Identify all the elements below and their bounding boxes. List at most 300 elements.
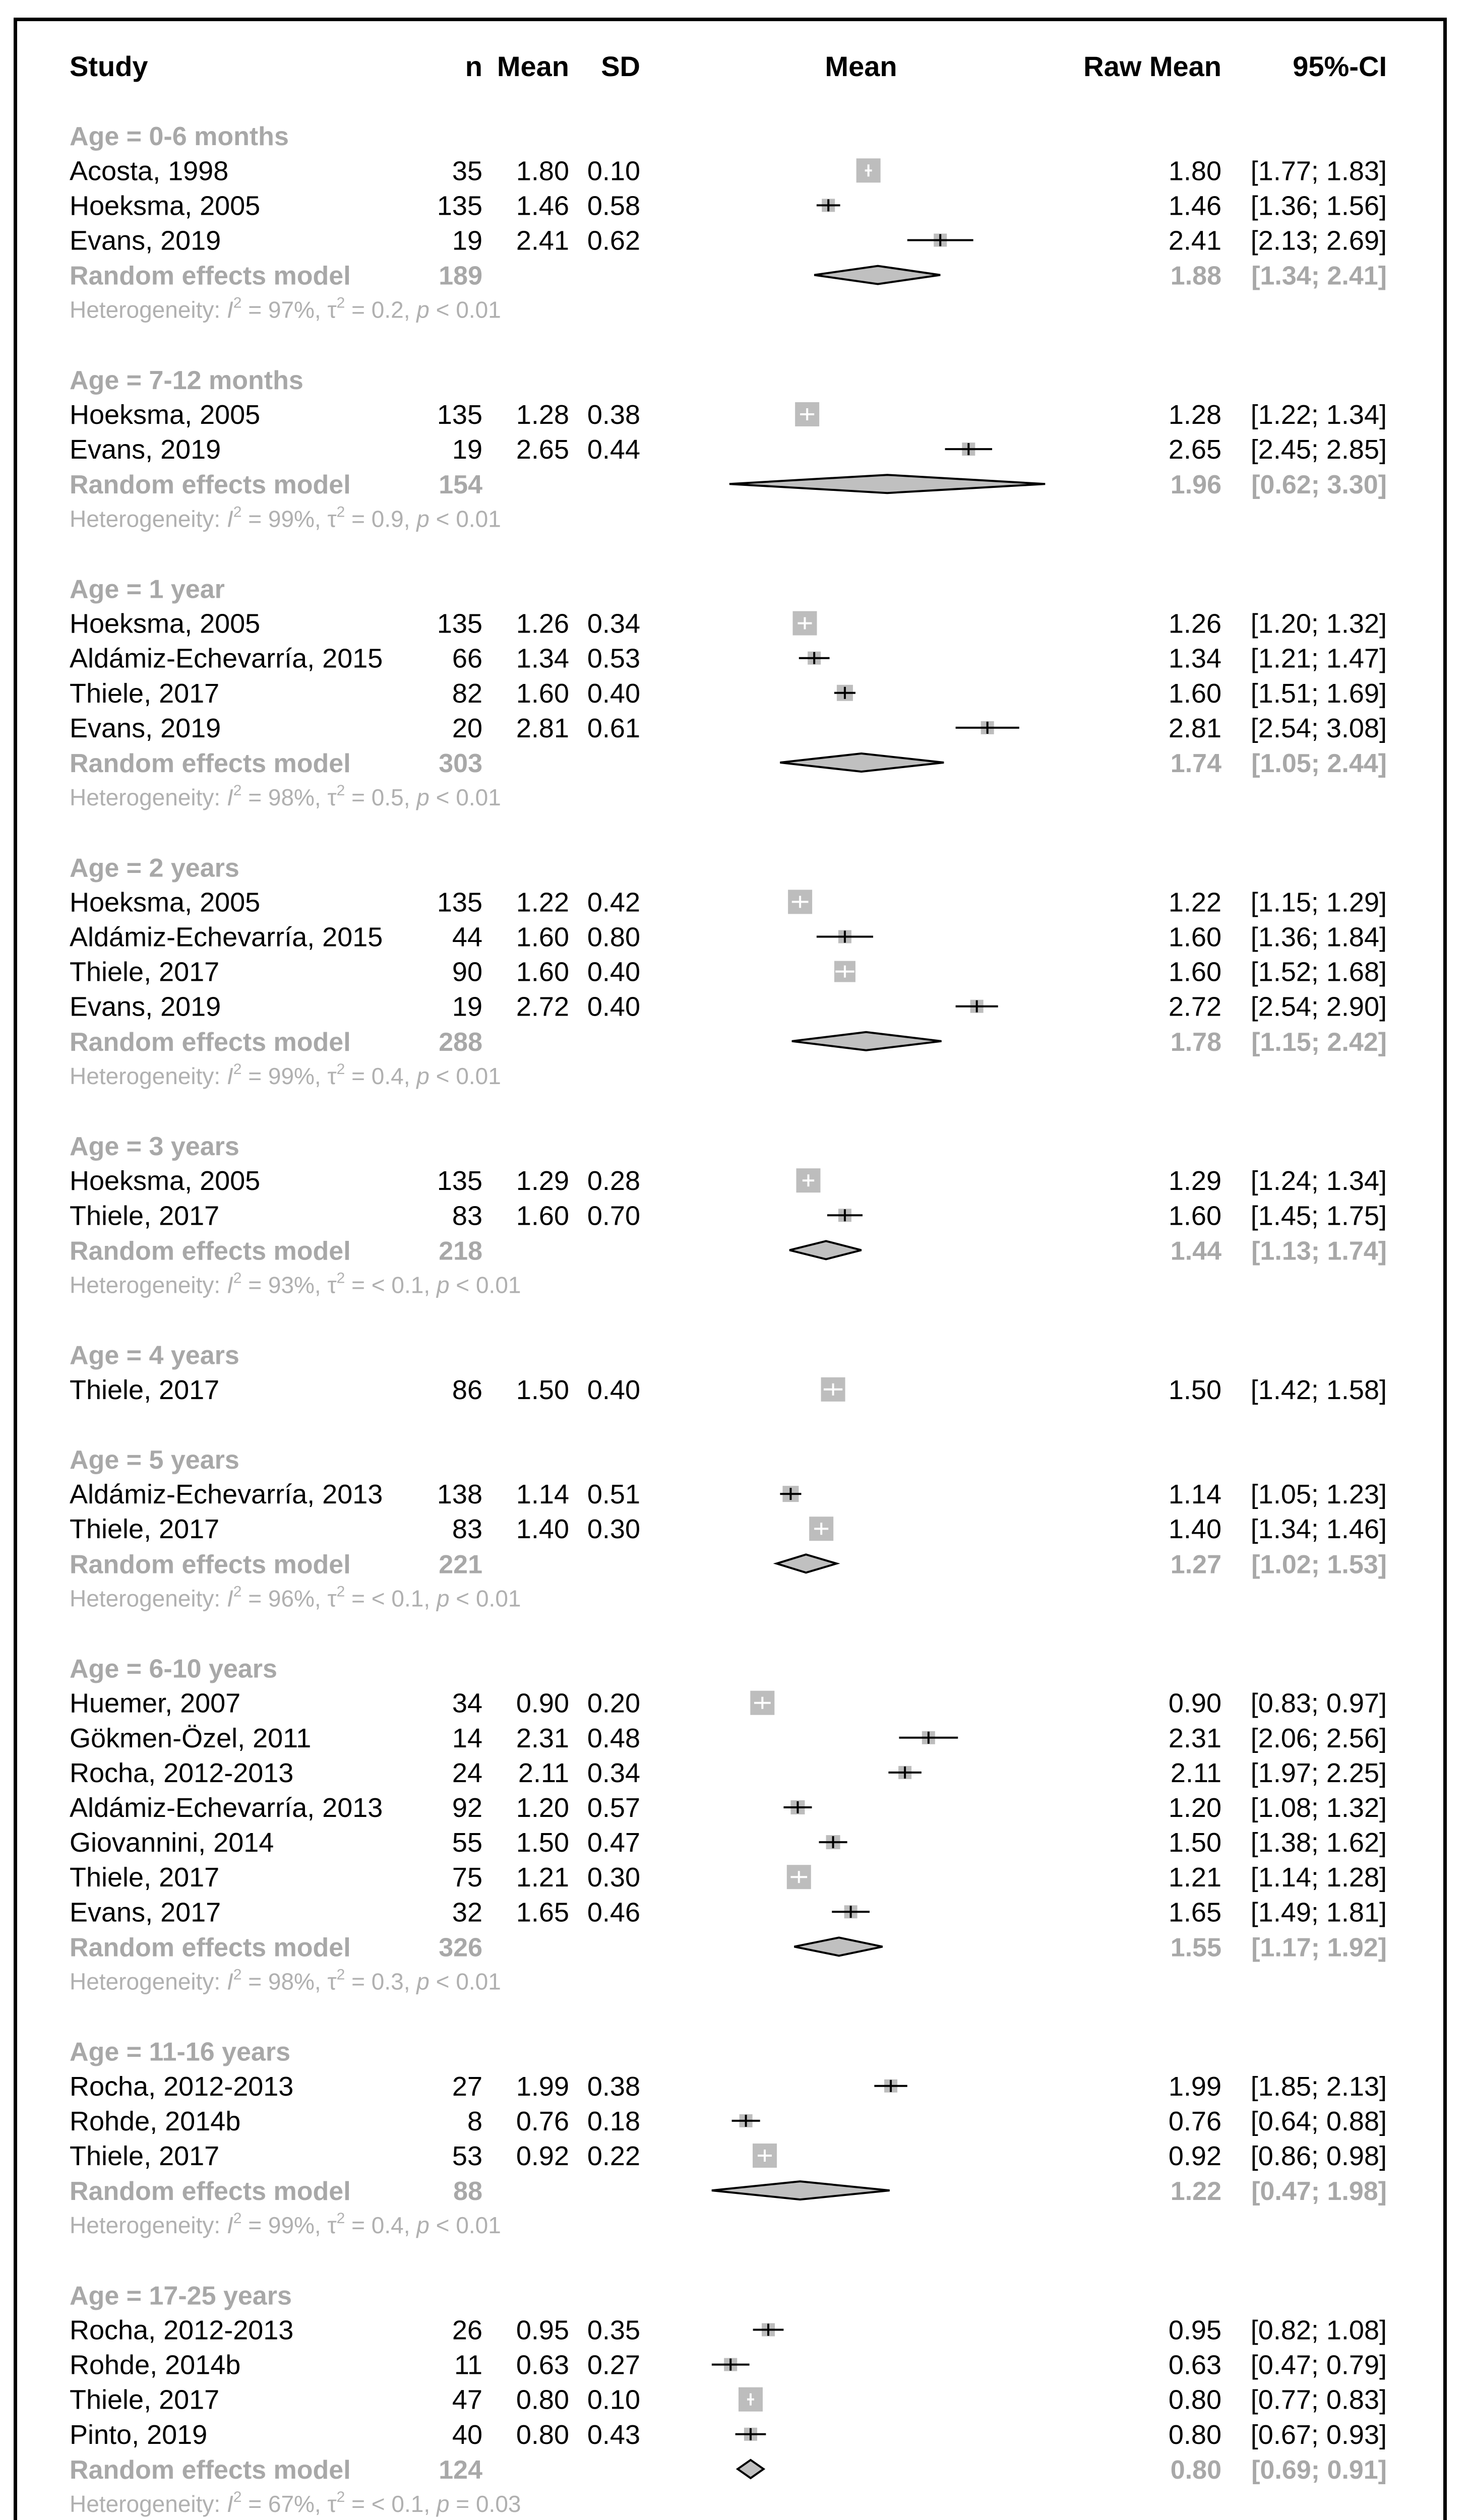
header-n: n [465,50,482,82]
study-n: 53 [452,2141,482,2171]
model-n: 124 [439,2455,482,2485]
study-n: 47 [452,2384,482,2415]
summary-diamond [792,1032,942,1050]
superscript: 2 [336,2210,345,2227]
study-raw-mean: 1.46 [1168,191,1221,221]
study-ci: [1.05; 1.23] [1250,1479,1387,1510]
study-sd: 0.30 [587,1862,640,1893]
study-name: Evans, 2019 [70,991,221,1022]
superscript: 2 [336,1270,345,1287]
study-mean: 1.50 [516,1828,569,1858]
model-n: 326 [439,1933,482,1963]
study-mean: 1.14 [516,1479,569,1510]
study-n: 135 [437,608,482,639]
study-name: Aldámiz-Echevarría, 2015 [70,922,383,953]
header-plot-mean: Mean [825,50,897,82]
subgroup [70,1341,1387,1405]
study-row [70,1897,1387,1927]
subgroup [70,1132,1387,1298]
summary-diamond [794,1937,882,1956]
study-n: 135 [437,400,482,430]
tau2-symbol: τ [327,296,337,323]
study-row [70,1723,1387,1753]
model-row [70,2177,1387,2206]
study-n: 86 [452,1374,482,1405]
study-mean: 1.60 [516,922,569,953]
p-value: < 0.01 [429,784,501,811]
tau2-symbol: τ [327,2212,337,2239]
study-ci: [1.49; 1.81] [1250,1897,1387,1928]
subgroup [70,853,1387,1089]
study-mean: 1.60 [516,678,569,709]
header-row [70,50,1387,82]
subgroup [70,1655,1387,1995]
study-row [70,1514,1387,1544]
p-symbol: p [416,784,430,811]
study-raw-mean: 2.31 [1168,1723,1221,1753]
study-n: 24 [452,1757,482,1788]
study-name: Rohde, 2014b [70,2350,241,2380]
study-n: 14 [452,1723,482,1753]
study-raw-mean: 1.60 [1168,957,1221,987]
study-sd: 0.53 [587,643,640,674]
study-row [70,2420,1387,2450]
model-n: 88 [453,2177,482,2207]
study-n: 92 [452,1793,482,1823]
study-name: Huemer, 2007 [70,1688,241,1719]
study-mean: 2.65 [516,434,569,465]
tau2-symbol: τ [327,1968,337,1995]
study-mean: 2.72 [516,991,569,1022]
i2-value: = 98%, [241,1968,328,1995]
study-sd: 0.57 [587,1793,640,1823]
study-mean: 1.60 [516,957,569,987]
model-label: Random effects model [70,749,351,778]
study-n: 44 [452,922,482,953]
model-row [70,1550,1387,1579]
study-ci: [1.85; 2.13] [1250,2071,1387,2102]
study-ci: [1.21; 1.47] [1250,643,1387,674]
study-mean: 1.65 [516,1897,569,1928]
study-raw-mean: 2.81 [1168,713,1221,743]
summary-diamond [738,2460,763,2478]
study-n: 75 [452,1862,482,1893]
subgroup-label: Age = 1 year [70,575,225,604]
model-raw-mean: 1.96 [1170,470,1221,500]
study-raw-mean: 1.34 [1168,643,1221,674]
heterogeneity-prefix: Heterogeneity: [70,2491,227,2517]
study-ci: [1.24; 1.34] [1250,1166,1387,1196]
tau2-value: = < 0.1, [345,2491,437,2517]
model-raw-mean: 1.22 [1170,2177,1221,2207]
summary-diamond [712,2181,890,2199]
study-mean: 2.41 [516,225,569,256]
model-row [70,749,1387,778]
study-mean: 1.22 [516,887,569,918]
subgroup [70,575,1387,811]
p-symbol: p [416,506,430,532]
study-sd: 0.38 [587,2071,640,2102]
study-row [70,957,1387,987]
model-n: 303 [439,749,482,778]
study-raw-mean: 2.11 [1170,1757,1221,1788]
model-ci: [0.47; 1.98] [1251,2177,1387,2207]
model-label: Random effects model [70,1027,351,1057]
study-raw-mean: 1.99 [1168,2071,1221,2102]
superscript: 2 [336,1966,345,1983]
study-mean: 0.80 [516,2419,569,2450]
superscript: 2 [336,2489,345,2505]
i2-symbol: I [226,2212,233,2239]
study-name: Rocha, 2012-2013 [70,1757,294,1788]
study-mean: 0.76 [516,2106,569,2136]
study-n: 34 [452,1688,482,1719]
study-name: Evans, 2019 [70,713,221,743]
study-name: Rocha, 2012-2013 [70,2315,294,2346]
i2-value: = 98%, [241,784,328,811]
study-mean: 0.80 [516,2384,569,2415]
superscript: 2 [233,503,242,521]
study-n: 135 [437,887,482,918]
study-row [70,2315,1387,2346]
study-n: 19 [452,991,482,1022]
study-sd: 0.46 [587,1897,640,1928]
study-name: Hoeksma, 2005 [70,608,261,639]
study-ci: [0.83; 0.97] [1250,1688,1387,1719]
study-name: Evans, 2019 [70,225,221,256]
superscript: 2 [336,294,345,311]
tau2-value: = < 0.1, [345,1585,437,1612]
study-name: Hoeksma, 2005 [70,191,261,221]
study-sd: 0.43 [587,2419,640,2450]
model-n: 288 [439,1027,482,1057]
model-ci: [0.69; 0.91] [1251,2455,1387,2485]
model-ci: [1.05; 2.44] [1251,749,1387,778]
study-name: Rohde, 2014b [70,2106,241,2136]
study-ci: [0.47; 0.79] [1250,2350,1387,2380]
heterogeneity-text [70,1270,521,1298]
header-raw-mean: Raw Mean [1083,50,1221,82]
study-sd: 0.38 [587,400,640,430]
study-row [70,2350,1387,2380]
study-ci: [1.42; 1.58] [1250,1374,1387,1405]
study-name: Thiele, 2017 [70,957,220,987]
study-raw-mean: 0.63 [1168,2350,1221,2380]
tau2-symbol: τ [327,1272,337,1298]
heterogeneity-prefix: Heterogeneity: [70,1062,227,1089]
i2-value: = 99%, [241,1062,328,1089]
model-label: Random effects model [70,470,351,500]
study-row [70,992,1387,1022]
model-row [70,262,1387,291]
study-raw-mean: 1.29 [1168,1166,1221,1196]
study-sd: 0.10 [587,2384,640,2415]
tau2-value: = 0.3, [345,1968,417,1995]
model-label: Random effects model [70,2177,351,2207]
heterogeneity-text [70,2489,521,2517]
tau2-value: = 0.2, [345,296,417,323]
study-n: 8 [467,2106,482,2136]
study-raw-mean: 2.41 [1168,225,1221,256]
study-name: Rocha, 2012-2013 [70,2071,294,2102]
study-sd: 0.27 [587,2350,640,2380]
p-symbol: p [436,1585,450,1612]
study-n: 20 [452,713,482,743]
study-mean: 1.46 [516,191,569,221]
header-sd: SD [601,50,640,82]
study-name: Aldámiz-Echevarría, 2013 [70,1793,383,1823]
study-row [70,191,1387,221]
superscript: 2 [233,2489,242,2505]
study-row [70,1201,1387,1231]
header-study: Study [70,50,148,82]
study-mean: 1.20 [516,1793,569,1823]
study-name: Thiele, 2017 [70,2141,220,2171]
study-sd: 0.10 [587,156,640,186]
model-label: Random effects model [70,1550,351,1580]
subgroup-label: Age = 4 years [70,1341,239,1370]
p-value: < 0.01 [429,506,501,532]
study-sd: 0.40 [587,678,640,709]
study-name: Thiele, 2017 [70,1374,220,1405]
study-sd: 0.34 [587,608,640,639]
tau2-symbol: τ [327,2491,337,2517]
tau2-symbol: τ [327,784,337,811]
model-raw-mean: 1.27 [1170,1550,1221,1580]
heterogeneity-text [70,1061,501,1089]
tau2-symbol: τ [327,506,337,532]
superscript: 2 [336,782,345,799]
p-value: < 0.01 [429,1968,501,1995]
study-mean: 1.80 [516,156,569,186]
study-raw-mean: 1.22 [1168,887,1221,918]
study-n: 35 [452,156,482,186]
study-name: Thiele, 2017 [70,1862,220,1893]
study-sd: 0.58 [587,191,640,221]
study-name: Thiele, 2017 [70,678,220,709]
study-raw-mean: 1.60 [1168,1201,1221,1231]
superscript: 2 [233,1270,242,1287]
subgroup [70,2038,1387,2239]
model-raw-mean: 1.55 [1170,1933,1221,1963]
tau2-symbol: τ [327,1585,337,1612]
model-row [70,1028,1387,1057]
study-name: Aldámiz-Echevarría, 2015 [70,643,383,674]
study-sd: 0.40 [587,991,640,1022]
i2-symbol: I [226,506,233,532]
study-ci: [2.13; 2.69] [1250,225,1387,256]
subgroup [70,1445,1387,1611]
study-n: 138 [437,1479,482,1510]
study-n: 40 [452,2419,482,2450]
study-raw-mean: 0.92 [1168,2141,1221,2171]
study-n: 82 [452,678,482,709]
heterogeneity-prefix: Heterogeneity: [70,296,227,323]
study-raw-mean: 2.65 [1168,434,1221,465]
study-n: 135 [437,191,482,221]
study-ci: [1.52; 1.68] [1250,957,1387,987]
summary-diamond [776,1554,836,1572]
i2-symbol: I [226,1062,233,1089]
p-symbol: p [436,1272,450,1298]
i2-value: = 67%, [241,2491,328,2517]
study-row [70,1479,1387,1509]
study-row [70,1828,1387,1858]
study-mean: 1.40 [516,1514,569,1545]
model-raw-mean: 1.44 [1170,1236,1221,1266]
superscript: 2 [233,1060,242,1078]
model-row [70,1236,1387,1266]
i2-symbol: I [226,1585,233,1612]
heterogeneity-prefix: Heterogeneity: [70,784,227,811]
study-name: Thiele, 2017 [70,1514,220,1545]
subgroup-label: Age = 5 years [70,1445,239,1475]
study-ci: [1.51; 1.69] [1250,678,1387,709]
study-sd: 0.35 [587,2315,640,2346]
study-raw-mean: 1.14 [1168,1479,1221,1510]
study-mean: 1.29 [516,1166,569,1196]
i2-value: = 96%, [241,1585,328,1612]
study-ci: [1.22; 1.34] [1250,400,1387,430]
i2-value: = 93%, [241,1272,328,1298]
study-sd: 0.22 [587,2141,640,2171]
study-ci: [1.36; 1.56] [1250,191,1387,221]
study-row [70,400,1387,430]
superscript: 2 [233,1966,242,1983]
heterogeneity-prefix: Heterogeneity: [70,1968,227,1995]
model-ci: [1.02; 1.53] [1251,1550,1387,1580]
study-name: Thiele, 2017 [70,2384,220,2415]
model-n: 218 [439,1236,482,1266]
i2-symbol: I [226,784,233,811]
heterogeneity-prefix: Heterogeneity: [70,1272,227,1298]
study-sd: 0.28 [587,1166,640,1196]
study-mean: 1.60 [516,1201,569,1231]
study-raw-mean: 1.28 [1168,400,1221,430]
study-n: 135 [437,1166,482,1196]
superscript: 2 [336,1060,345,1078]
subgroup-label: Age = 3 years [70,1132,239,1162]
heterogeneity-prefix: Heterogeneity: [70,506,227,532]
i2-value: = 97%, [241,296,328,323]
study-n: 11 [454,2350,482,2380]
study-ci: [2.06; 2.56] [1250,1723,1387,1753]
tau2-value: = < 0.1, [345,1272,437,1298]
study-n: 19 [452,434,482,465]
study-raw-mean: 1.60 [1168,678,1221,709]
study-row [70,1375,1387,1405]
p-symbol: p [416,1968,430,1995]
study-mean: 1.99 [516,2071,569,2102]
study-sd: 0.20 [587,1688,640,1719]
model-ci: [1.15; 2.42] [1251,1027,1387,1057]
study-ci: [0.67; 0.93] [1250,2419,1387,2450]
superscript: 2 [233,294,242,311]
study-row [70,1166,1387,1196]
study-raw-mean: 1.60 [1168,922,1221,953]
study-n: 27 [452,2071,482,2102]
study-sd: 0.40 [587,957,640,987]
tau2-symbol: τ [327,1062,337,1089]
p-symbol: p [416,2212,430,2239]
study-mean: 2.81 [516,713,569,743]
superscript: 2 [233,782,242,799]
header-ci: 95%-CI [1293,50,1387,82]
study-row [70,2071,1387,2102]
study-name: Evans, 2019 [70,434,221,465]
study-sd: 0.51 [587,1479,640,1510]
p-value: = 0.03 [449,2491,521,2517]
study-name: Thiele, 2017 [70,1201,220,1231]
study-mean: 2.31 [516,1723,569,1753]
study-raw-mean: 1.40 [1168,1514,1221,1545]
study-row [70,156,1387,186]
summary-diamond [780,753,944,772]
p-symbol: p [416,296,430,323]
study-sd: 0.70 [587,1201,640,1231]
study-n: 90 [452,957,482,987]
study-row [70,644,1387,674]
heterogeneity-text [70,1967,501,1995]
study-mean: 1.50 [516,1374,569,1405]
heterogeneity-text [70,1583,521,1611]
model-n: 189 [439,261,482,291]
summary-diamond [814,266,940,284]
study-sd: 0.30 [587,1514,640,1545]
model-ci: [0.62; 3.30] [1251,470,1387,500]
study-raw-mean: 1.50 [1168,1828,1221,1858]
study-ci: [1.20; 1.32] [1250,608,1387,639]
study-row [70,2141,1387,2171]
model-raw-mean: 1.74 [1170,749,1221,778]
study-sd: 0.42 [587,887,640,918]
heterogeneity-text [70,782,501,810]
heterogeneity-text [70,2210,501,2238]
study-sd: 0.61 [587,713,640,743]
study-sd: 0.47 [587,1828,640,1858]
superscript: 2 [336,503,345,521]
forest-rows [70,122,1387,2520]
p-value: < 0.01 [449,1272,521,1298]
study-name: Acosta, 1998 [70,156,229,186]
study-n: 83 [452,1514,482,1545]
study-name: Pinto, 2019 [70,2419,208,2450]
tau2-value: = 0.5, [345,784,417,811]
study-raw-mean: 1.21 [1168,1862,1221,1893]
p-value: < 0.01 [429,296,501,323]
study-sd: 0.48 [587,1723,640,1753]
study-ci: [0.64; 0.88] [1250,2106,1387,2136]
study-n: 83 [452,1201,482,1231]
study-raw-mean: 0.76 [1168,2106,1221,2136]
study-ci: [1.34; 1.46] [1250,1514,1387,1545]
study-mean: 1.28 [516,400,569,430]
study-ci: [1.38; 1.62] [1250,1828,1387,1858]
study-ci: [1.77; 1.83] [1250,156,1387,186]
study-row [70,2106,1387,2136]
study-sd: 0.62 [587,225,640,256]
study-ci: [2.54; 2.90] [1250,991,1387,1022]
model-label: Random effects model [70,2455,351,2485]
subgroup-label: Age = 2 years [70,853,239,883]
heterogeneity-text [70,295,501,323]
model-n: 154 [439,470,482,500]
i2-symbol: I [226,1272,233,1298]
study-row [70,887,1387,917]
model-ci: [1.34; 2.41] [1251,261,1387,291]
model-raw-mean: 1.78 [1170,1027,1221,1057]
model-ci: [1.13; 1.74] [1251,1236,1387,1266]
